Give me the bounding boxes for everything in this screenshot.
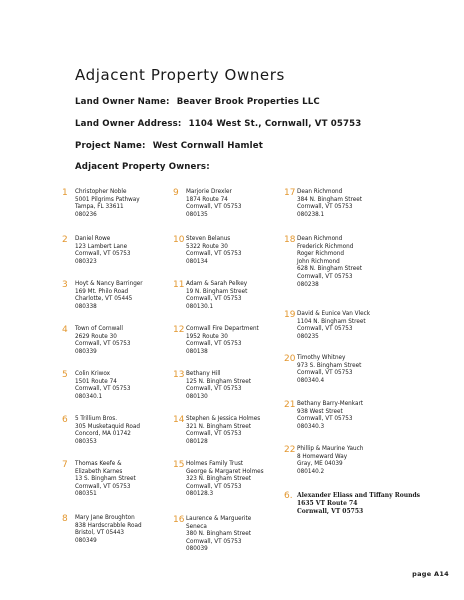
owner-line: 080134 xyxy=(186,258,208,265)
owner-line: Marjorie Drexler xyxy=(186,189,232,195)
owner-line: 080339 xyxy=(75,348,97,355)
land-owner-address-label: Land Owner Address: xyxy=(75,119,182,129)
owner-line: Seneca xyxy=(186,523,207,530)
owner-details xyxy=(75,416,140,446)
owner-line: 323 N. Bingham Street xyxy=(186,476,251,483)
owner-line: 080338 xyxy=(75,303,97,310)
owner-number: 10 xyxy=(173,235,185,245)
adjacent-owners-heading: Adjacent Property Owners: xyxy=(75,162,210,172)
owner-details xyxy=(297,401,363,431)
owner-line: Cornwall, VT 05753 xyxy=(297,204,353,211)
owner-line: Cornwall, VT 05753 xyxy=(186,296,242,303)
owner-number: 9 xyxy=(173,188,179,198)
project-name-label: Project Name: xyxy=(75,141,146,151)
owner-line: 123 Lambert Lane xyxy=(75,243,128,250)
owner-number: 21 xyxy=(284,400,296,410)
owner-line: 973 S. Bingham Street xyxy=(297,362,362,369)
owner-line: Mary Jane Broughton xyxy=(75,515,135,521)
owner-details xyxy=(186,371,251,401)
owner-line: 080236 xyxy=(75,211,97,218)
owner-line: Concord, MA 01742 xyxy=(75,431,131,438)
owner-line: 080238 xyxy=(297,281,319,288)
owner-line: 080135 xyxy=(186,211,208,218)
owner-number: 22 xyxy=(284,445,296,455)
owner-line: Cornwall, VT 05753 xyxy=(186,431,242,438)
owner-details xyxy=(297,311,370,341)
owner-line: Cornwall, VT 05753 xyxy=(186,251,242,258)
owner-number: 8 xyxy=(62,514,68,524)
land-owner-address-row xyxy=(75,119,361,129)
owner-line: Roger Richmond xyxy=(297,251,344,258)
owner-details xyxy=(75,236,130,266)
owner-line: Cornwall, VT 05753 xyxy=(186,204,242,211)
owner-line: 1635 VT Route 74 xyxy=(297,500,358,507)
owner-line: 2629 Route 30 xyxy=(75,333,117,340)
owner-line: 125 N. Bingham Street xyxy=(186,378,251,385)
owner-number: 15 xyxy=(173,460,185,470)
owner-line: 080128 xyxy=(186,438,208,445)
owner-line: 838 Hardscrabble Road xyxy=(75,522,142,529)
owner-details xyxy=(186,236,241,266)
land-owner-name-value: Beaver Brook Properties LLC xyxy=(176,97,320,107)
owner-line: 384 N. Bingham Street xyxy=(297,196,362,203)
owner-line: 5322 Route 30 xyxy=(186,243,228,250)
owner-line: 080039 xyxy=(186,546,208,553)
owner-details xyxy=(75,515,142,545)
owner-details xyxy=(186,281,247,311)
owner-line: 1104 N. Bingham Street xyxy=(297,318,366,325)
owner-number: 3 xyxy=(62,280,68,290)
owner-line: 080238.1 xyxy=(297,211,325,218)
owner-line: Cornwall, VT 05753 xyxy=(297,273,353,280)
owner-details xyxy=(75,281,143,311)
owner-number: 5 xyxy=(62,370,68,380)
owner-line: Hoyt & Nancy Barringer xyxy=(75,281,143,287)
owner-line: Steven Belanus xyxy=(186,236,231,242)
owner-line: Cornwall, VT 05753 xyxy=(297,370,353,377)
owner-line: Frederick Richmond xyxy=(297,243,354,250)
owner-details xyxy=(186,189,241,219)
owner-details xyxy=(297,189,362,219)
owner-line: 1874 Route 74 xyxy=(186,196,228,203)
project-name-row xyxy=(75,141,263,151)
land-owner-name-label: Land Owner Name: xyxy=(75,97,170,107)
owner-line: Dean Richmond xyxy=(297,236,343,242)
owner-line: 080349 xyxy=(75,537,97,544)
owner-line: 080351 xyxy=(75,491,97,498)
page-number: page A14 xyxy=(412,570,449,578)
owner-details xyxy=(186,326,259,356)
owner-line: 5001 Pilgrims Pathway xyxy=(75,196,140,203)
owner-line: Bethany Barry-Menkart xyxy=(297,401,364,407)
owner-line: 5 Trillium Bros. xyxy=(75,416,118,422)
owner-line: 080340.3 xyxy=(297,423,325,430)
owner-details xyxy=(186,461,264,499)
owner-line: 13 S. Bingham Street xyxy=(75,476,136,483)
owner-line: Laurence & Marguerite xyxy=(186,516,252,522)
owner-line: 1501 Route 74 xyxy=(75,378,117,385)
owner-line: 080130 xyxy=(186,393,208,400)
owner-line: 938 West Street xyxy=(297,408,343,415)
owner-line: Cornwall, VT 05753 xyxy=(75,483,131,490)
owner-line: 080340.1 xyxy=(75,393,103,400)
owner-details xyxy=(186,416,260,446)
owner-details xyxy=(75,189,140,219)
owner-line: Town of Cornwall xyxy=(75,326,123,332)
owner-line: 305 Musketaquid Road xyxy=(75,423,140,430)
owner-number: 14 xyxy=(173,415,185,425)
owner-line: Timothy Whitney xyxy=(297,355,346,361)
project-name-value: West Cornwall Hamlet xyxy=(152,141,263,151)
owner-number: 20 xyxy=(284,354,296,364)
owner-number: 11 xyxy=(173,280,185,290)
owner-number: 4 xyxy=(62,325,68,335)
owner-line: Holmes Family Trust xyxy=(186,461,244,467)
owner-line: 080323 xyxy=(75,258,97,265)
owner-line: Alexander Eliass and Tiffany Rounds xyxy=(297,492,421,499)
owner-number: 17 xyxy=(284,188,296,198)
owner-line: Thomas Keefe & xyxy=(75,461,122,467)
owner-line: Cornwall, VT 05753 xyxy=(186,483,242,490)
owner-line: Bethany Hill xyxy=(186,371,221,377)
owner-line: 080128.3 xyxy=(186,491,214,498)
owner-line: 19 N. Bingham Street xyxy=(186,288,248,295)
owner-line: Christopher Noble xyxy=(75,189,127,195)
owner-line: John Richmond xyxy=(297,258,340,265)
owner-line: Daniel Rowe xyxy=(75,236,111,242)
owner-line: Dean Richmond xyxy=(297,189,343,195)
owner-line: 080140.2 xyxy=(297,468,325,475)
owner-line: Cornwall, VT 05753 xyxy=(75,341,131,348)
page-title: Adjacent Property Owners xyxy=(75,66,285,84)
owner-number: 2 xyxy=(62,235,68,245)
owner-line: Colin Kriwox xyxy=(75,371,110,377)
owner-details xyxy=(297,355,361,385)
owner-line: Stephen & Jessica Holmes xyxy=(186,416,261,422)
owner-line: 1952 Route 30 xyxy=(186,333,228,340)
owner-line: Cornwall, VT 05753 xyxy=(297,508,364,515)
owner-line: Tampa, FL 33611 xyxy=(75,204,124,211)
owner-number: 7 xyxy=(62,460,68,470)
owner-details xyxy=(75,326,130,356)
owner-line: Cornwall Fire Department xyxy=(186,326,259,332)
owner-line: Charlotte, VT 05445 xyxy=(75,296,133,303)
land-owner-name-row xyxy=(75,97,320,107)
owner-line: 080138 xyxy=(186,348,208,355)
owner-line: Gray, ME 04039 xyxy=(297,461,343,468)
owner-number: 18 xyxy=(284,235,296,245)
owner-line: 080340.4 xyxy=(297,377,325,384)
owner-details xyxy=(186,516,251,554)
owner-number: 19 xyxy=(284,310,296,320)
owner-details xyxy=(297,236,362,289)
owner-line: Bristol, VT 05443 xyxy=(75,530,124,537)
owner-line: 080235 xyxy=(297,333,319,340)
owner-number: 13 xyxy=(173,370,185,380)
owner-number: 12 xyxy=(173,325,185,335)
owner-line: 321 N. Bingham Street xyxy=(186,423,251,430)
owner-line: Adam & Sarah Pelkey xyxy=(186,281,248,287)
owner-line: 080130.1 xyxy=(186,303,214,310)
owner-details xyxy=(297,446,363,476)
owner-number: 6 xyxy=(62,415,68,425)
owner-line: 080353 xyxy=(75,438,97,445)
owner-line: Cornwall, VT 05753 xyxy=(186,341,242,348)
owner-line: Cornwall, VT 05753 xyxy=(186,538,242,545)
owner-line: Elizabeth Karnes xyxy=(75,468,123,475)
owner-details xyxy=(297,492,420,516)
owner-line: 8 Homeward Way xyxy=(297,453,348,460)
land-owner-address-value: 1104 West St., Cornwall, VT 05753 xyxy=(188,119,362,129)
owner-line: George & Margaret Holmes xyxy=(186,468,264,475)
owner-line: David & Eunice Van Vleck xyxy=(297,311,371,317)
owner-number: 6. xyxy=(284,491,293,501)
owner-line: Cornwall, VT 05753 xyxy=(186,386,242,393)
owner-details xyxy=(75,371,130,401)
owner-line: Cornwall, VT 05753 xyxy=(75,386,131,393)
owner-line: 628 N. Bingham Street xyxy=(297,266,362,273)
owner-line: Cornwall, VT 05753 xyxy=(75,251,131,258)
owner-number: 1 xyxy=(62,188,68,198)
owner-line: 169 Mt. Philo Road xyxy=(75,288,129,295)
owner-line: 380 N. Bingham Street xyxy=(186,531,251,538)
owner-number: 16 xyxy=(173,515,185,525)
owner-line: Phillip & Maurine Yauch xyxy=(297,446,364,452)
owner-line: Cornwall, VT 05753 xyxy=(297,416,353,423)
owner-line: Cornwall, VT 05753 xyxy=(297,326,353,333)
owner-details xyxy=(75,461,136,499)
